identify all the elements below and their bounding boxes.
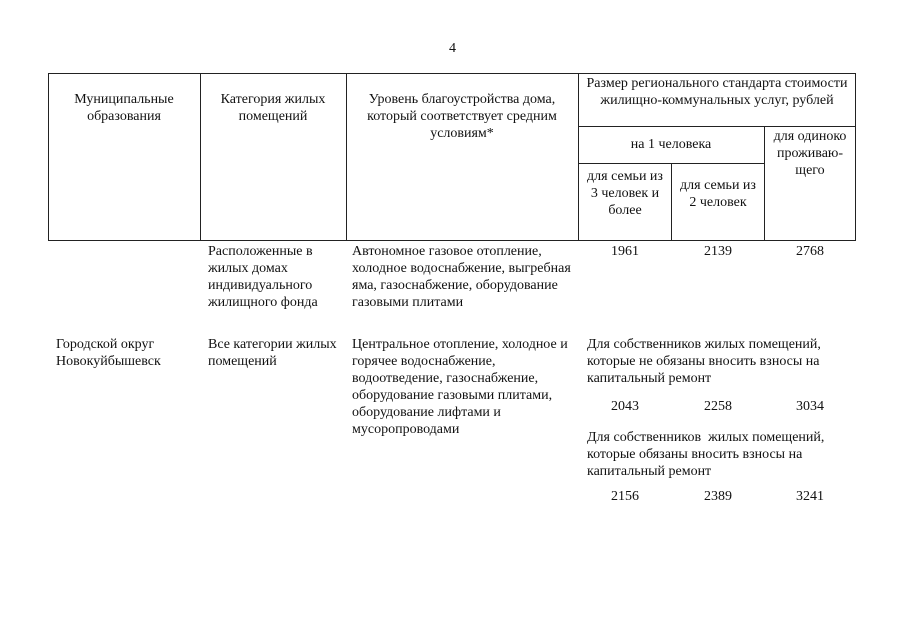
header-mid-border-1: [578, 126, 856, 127]
page-number: 4: [449, 41, 456, 56]
header-top-border: [48, 73, 856, 74]
row2-category: Все категории жилых помещений: [208, 337, 337, 369]
row2-b-value-family-3: 2156: [611, 489, 639, 504]
header-standard: Размер регионального стандарта стоимости жилищно-коммунальных услуг, рублей: [586, 76, 848, 108]
row2-b-value-single: 3241: [796, 489, 824, 504]
header-left-border: [48, 73, 49, 241]
header-municipality: Муниципальные образования: [74, 92, 174, 124]
header-per-person: на 1 человека: [630, 137, 712, 152]
row1-category: Расположенные в жилых домах индивидуального жилищного фонда: [208, 244, 318, 310]
header-divider-2: [346, 73, 347, 241]
header-divider-3: [578, 73, 579, 241]
header-level: Уровень благоустройства дома, который соответствует средним условиям*: [367, 92, 557, 141]
row1-value-family-2: 2139: [704, 244, 732, 259]
row2-a-value-family-3: 2043: [611, 399, 639, 414]
header-right-border: [855, 73, 856, 241]
header-bottom-border: [48, 240, 856, 241]
header-divider-4: [671, 163, 672, 241]
row2-municipality: Городской округ Новокуйбышевск: [56, 337, 161, 369]
header-category: Категория жилых помещений: [220, 92, 326, 124]
row1-value-single: 2768: [796, 244, 824, 259]
header-divider-1: [200, 73, 201, 241]
row2-a-value-single: 3034: [796, 399, 824, 414]
row2-a-value-family-2: 2258: [704, 399, 732, 414]
header-family-3: для семьи из 3 человек и более: [587, 169, 663, 218]
row1-value-family-3: 1961: [611, 244, 639, 259]
row1-level: Автономное газовое отопление, холодное водоснабжение, выгребная яма, газоснабжение, оборудование газовыми плитами: [352, 244, 571, 310]
row2-note-no-capital-repair: Для собственников жилых помещений, которые не обязаны вносить взносы на капитальный ремонт: [587, 337, 821, 386]
row2-level: Центральное отопление, холодное и горячее водоснабжение, водоотведение, газоснабжение, оборудование газовыми плитами, оборудование лифтами и мусоропроводами: [352, 337, 568, 437]
row2-b-value-family-2: 2389: [704, 489, 732, 504]
header-divider-5: [764, 126, 765, 241]
header-family-2: для семьи из 2 человек: [680, 178, 756, 210]
row2-note-capital-repair: Для собственников жилых помещений, которые обязаны вносить взносы на капитальный ремонт: [587, 430, 828, 479]
header-single: для одиноко проживаю-щего: [773, 129, 847, 178]
